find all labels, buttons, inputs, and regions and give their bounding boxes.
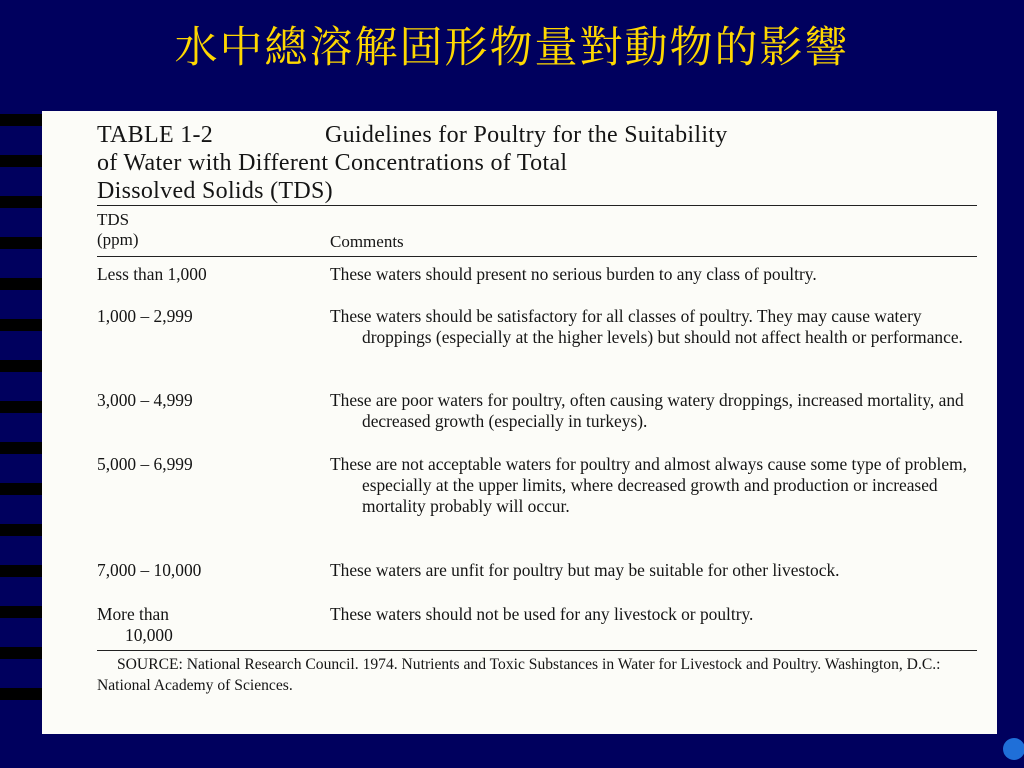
decorative-stripe xyxy=(0,114,42,126)
decorative-stripe xyxy=(0,196,42,208)
caption-line xyxy=(97,121,977,149)
row-range: 3,000 – 4,999 xyxy=(97,390,193,410)
caption-line1: Guidelines for Poultry for the Suitability xyxy=(325,122,728,148)
header-tds-label: TDS xyxy=(97,210,130,229)
header-tds xyxy=(97,210,247,250)
row-range-line1: More than xyxy=(97,604,169,624)
row-range xyxy=(97,604,277,646)
decorative-stripe xyxy=(0,401,42,413)
row-comment: These waters are unfit for poultry but may be suitable for other livestock. xyxy=(330,560,840,580)
caption-line2: of Water with Different Concentrations of Total xyxy=(97,150,568,176)
slide-nav-icon[interactable] xyxy=(1003,738,1024,760)
row-range: 1,000 – 2,999 xyxy=(97,306,193,326)
decorative-stripe xyxy=(0,565,42,577)
row-comment: These waters should present no serious burden to any class of poultry. xyxy=(330,264,817,284)
row-range-line2: 10,000 xyxy=(125,625,173,645)
decorative-stripe xyxy=(0,155,42,167)
table-document xyxy=(97,121,977,696)
header-ppm-label: (ppm) xyxy=(97,230,139,249)
row-comment: These are poor waters for poultry, often causing watery droppings, increased mortality, and decreased growth (especially in turkeys). xyxy=(330,390,964,431)
table-row xyxy=(97,454,977,560)
slide-title: 水中總溶解固形物量對動物的影響 xyxy=(174,23,850,73)
decorative-stripe xyxy=(0,524,42,536)
table-row xyxy=(97,390,977,454)
table-row xyxy=(97,306,977,390)
decorative-stripe xyxy=(0,319,42,331)
decorative-stripe xyxy=(0,606,42,618)
table-caption xyxy=(97,121,977,205)
scanned-table-image xyxy=(42,111,997,734)
decorative-stripe xyxy=(0,442,42,454)
table-row xyxy=(97,264,977,306)
decorative-stripe xyxy=(0,237,42,249)
row-range: Less than 1,000 xyxy=(97,264,207,284)
table-header-rule xyxy=(97,256,977,257)
decorative-stripe xyxy=(0,688,42,700)
decorative-stripe xyxy=(0,483,42,495)
row-range: 5,000 – 6,999 xyxy=(97,454,193,474)
table-source-note: SOURCE: National Research Council. 1974. Nutrients and Toxic Substances in Water for Livestock and Poultry. Washington, D.C.: National Academy of Sciences. xyxy=(97,656,941,694)
row-comment: These waters should be satisfactory for all classes of poultry. They may cause watery droppings (especially at the higher levels) but should not affect health or performance. xyxy=(330,306,963,347)
caption-number: TABLE 1-2 xyxy=(97,122,214,148)
row-comment: These are not acceptable waters for poultry and almost always cause some type of problem, especially at the upper limits, where decreased growth and production or increased mortality probably will occur. xyxy=(330,454,967,516)
decorative-stripe xyxy=(0,278,42,290)
header-comments: Comments xyxy=(330,232,404,251)
row-range: 7,000 – 10,000 xyxy=(97,560,202,580)
row-comment: These waters should not be used for any livestock or poultry. xyxy=(330,604,754,624)
table-header xyxy=(97,206,977,256)
caption-line3: Dissolved Solids (TDS) xyxy=(97,178,333,204)
table-row xyxy=(97,560,977,604)
decorative-stripe xyxy=(0,647,42,659)
decorative-stripe xyxy=(0,360,42,372)
table-row xyxy=(97,604,977,650)
